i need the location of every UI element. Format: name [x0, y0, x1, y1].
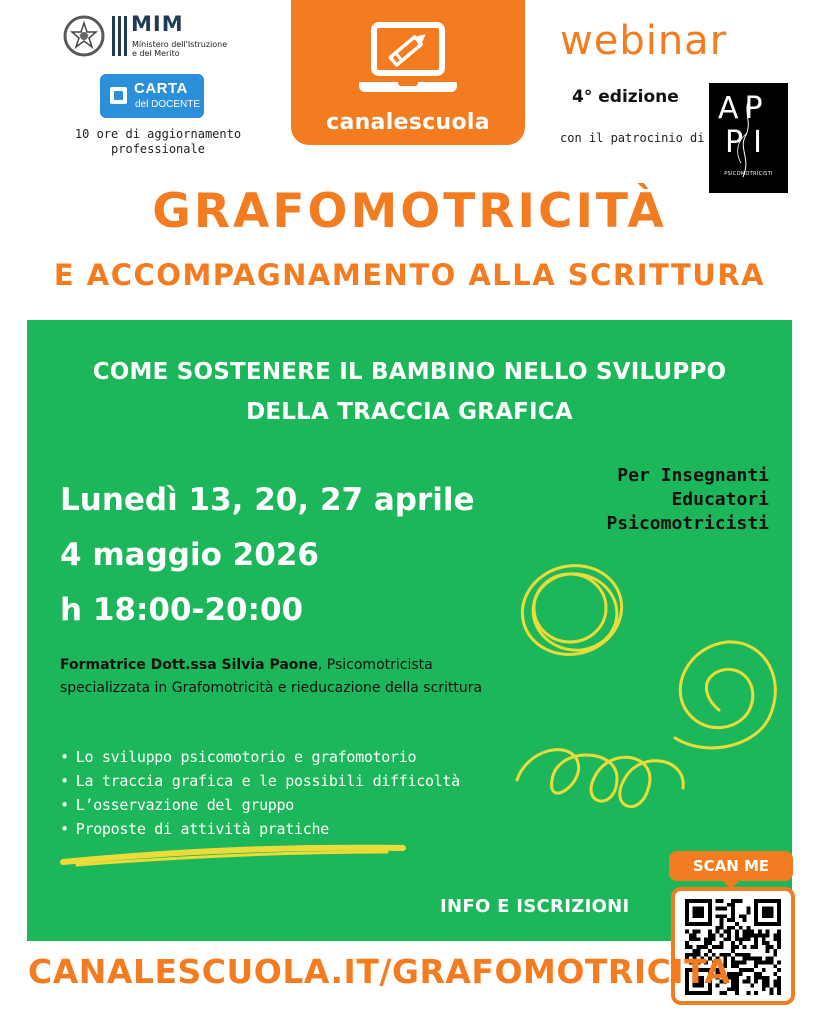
- mim-logo-title: MIM: [131, 12, 184, 36]
- yellow-brush-stroke: [57, 840, 407, 870]
- mim-subtitle-line1: Ministero dell'Istruzione: [132, 40, 228, 49]
- list-item: • L’osservazione del gruppo: [60, 793, 460, 817]
- audience-item: Per Insegnanti: [617, 465, 769, 486]
- mim-logo-subtitle: [132, 40, 252, 58]
- patronage-label: con il patrocinio di: [560, 131, 705, 145]
- appi-subtitle: PSICOMOTRICISTI: [724, 171, 773, 177]
- schedule: [60, 473, 475, 638]
- panel-heading-line2: DELLA TRACCIA GRAFICA: [246, 399, 573, 425]
- topics-list: [60, 745, 460, 841]
- audience-item: Psicomotricisti: [606, 513, 769, 534]
- appi-line1: AP: [718, 91, 769, 126]
- audience: [606, 464, 769, 536]
- list-item: • La traccia grafica e le possibili difficoltà: [60, 769, 460, 793]
- trainer-role: , Psicomotricista: [317, 657, 433, 673]
- info-panel: [27, 320, 792, 941]
- schedule-may: 4 maggio 2026: [60, 537, 319, 573]
- laptop-notch: [398, 82, 418, 86]
- sub-title: E ACCOMPAGNAMENTO ALLA SCRITTURA: [53, 258, 766, 292]
- appi-line2: PI: [725, 125, 772, 160]
- hours-line1: 10 ore di aggiornamento: [74, 127, 242, 141]
- brand-name: canalescuola: [326, 110, 490, 135]
- card-chip-icon: [110, 87, 127, 104]
- carta-subtitle: del DOCENTE: [135, 99, 201, 110]
- mim-flag-bars: [112, 16, 126, 56]
- mim-subtitle-line2: e del Merito: [132, 49, 180, 58]
- scan-me-label: SCAN ME: [669, 851, 793, 881]
- training-hours: [58, 127, 258, 157]
- carta-del-docente-badge: [100, 74, 204, 118]
- edition-label: 4° edizione: [572, 87, 679, 107]
- panel-heading: [27, 352, 792, 432]
- info-registration-label: INFO E ISCRIZIONI: [440, 896, 630, 917]
- audience-item: Educatori: [671, 489, 769, 510]
- canalescuola-logo: [291, 0, 525, 145]
- panel-heading-line1: COME SOSTENERE IL BAMBINO NELLO SVILUPPO: [92, 359, 727, 385]
- list-item: • Proposte di attività pratiche: [60, 817, 460, 841]
- hours-line2: professionale: [111, 142, 205, 156]
- trainer-info: [60, 654, 580, 700]
- appi-logo: [709, 83, 788, 193]
- carta-title: CARTA: [134, 80, 188, 97]
- yellow-scribble-decoration: [507, 550, 792, 850]
- list-item: • Lo sviluppo psicomotorio e grafomotorio: [60, 745, 460, 769]
- webinar-label: webinar: [560, 18, 728, 64]
- trainer-name: Formatrice Dott.ssa Silvia Paone: [60, 657, 318, 673]
- website-link[interactable]: CANALESCUOLA.IT/GRAFOMOTRICITA: [28, 952, 731, 991]
- italian-emblem-icon: [62, 14, 106, 58]
- laptop-pencil-icon: [383, 28, 433, 70]
- trainer-specialization: specializzata in Grafomotricità e rieducazione della scrittura: [60, 680, 483, 696]
- schedule-days: Lunedì 13, 20, 27 aprile: [60, 482, 475, 518]
- schedule-time: h 18:00-20:00: [60, 592, 304, 628]
- main-title: GRAFOMOTRICITÀ: [152, 184, 667, 239]
